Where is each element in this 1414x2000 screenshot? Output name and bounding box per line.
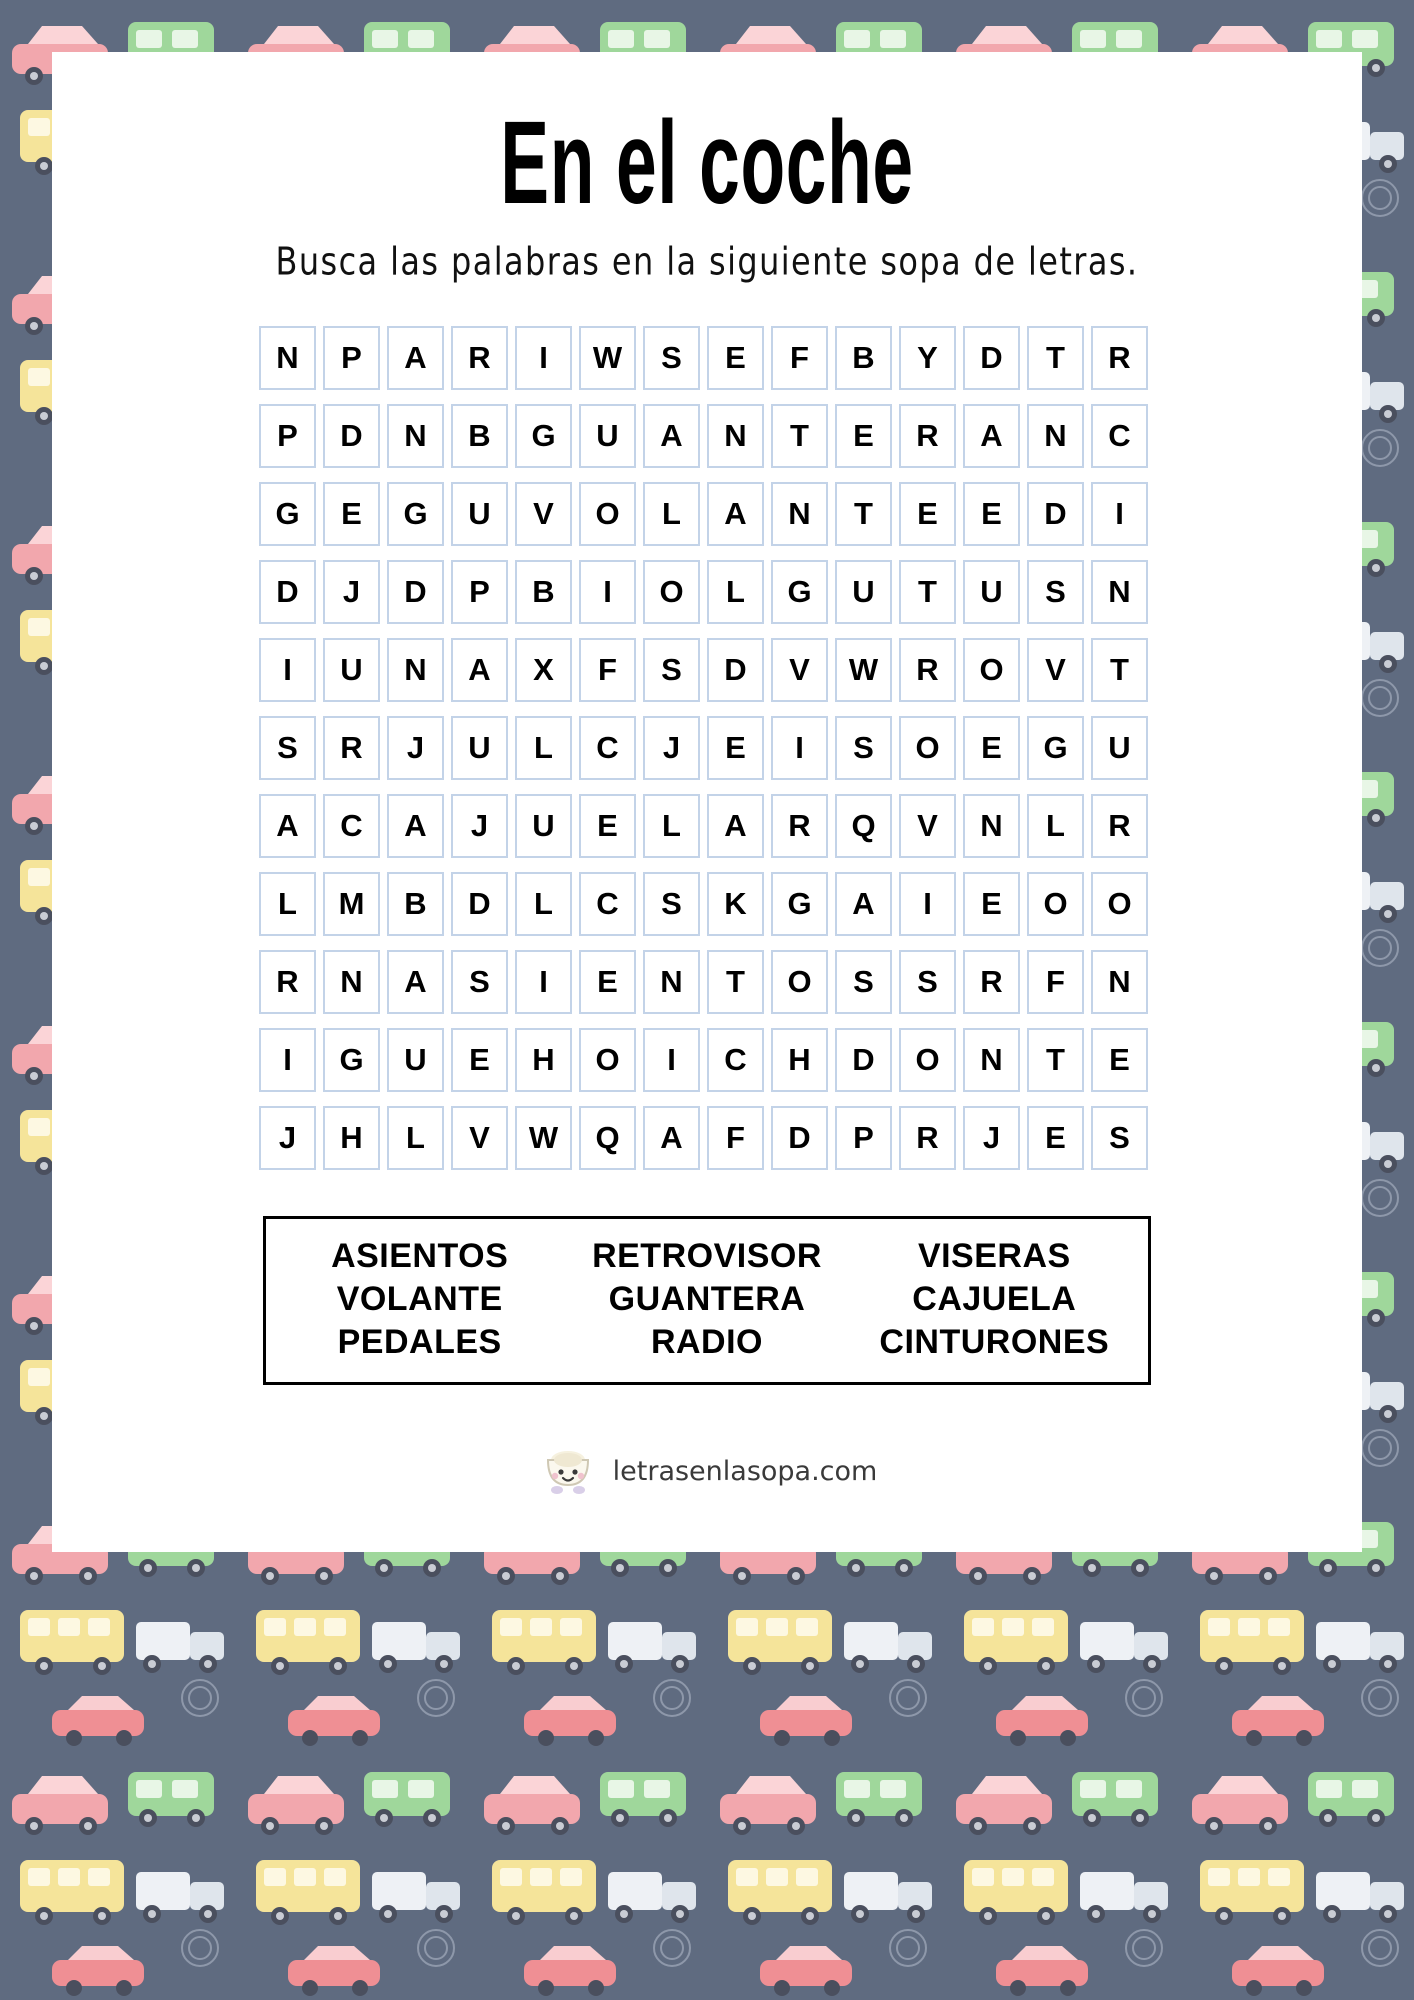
grid-cell[interactable]: O <box>771 950 828 1014</box>
grid-cell[interactable]: D <box>323 404 380 468</box>
grid-cell[interactable]: V <box>771 638 828 702</box>
grid-cell[interactable]: L <box>643 482 700 546</box>
grid-cell[interactable]: R <box>771 794 828 858</box>
grid-cell[interactable]: L <box>259 872 316 936</box>
footer <box>52 1443 1362 1499</box>
grid-cell[interactable]: C <box>1091 404 1148 468</box>
grid-cell[interactable]: R <box>1091 326 1148 390</box>
grid-cell[interactable]: N <box>387 638 444 702</box>
word-list-item[interactable]: ASIENTOS <box>331 1237 509 1275</box>
grid-cell[interactable]: N <box>643 950 700 1014</box>
grid-cell[interactable]: A <box>707 794 764 858</box>
grid-cell[interactable]: H <box>515 1028 572 1092</box>
grid-cell[interactable]: R <box>1091 794 1148 858</box>
grid-cell[interactable]: S <box>1091 1106 1148 1170</box>
grid-cell[interactable]: F <box>771 326 828 390</box>
grid-cell[interactable]: G <box>1027 716 1084 780</box>
grid-cell[interactable]: G <box>515 404 572 468</box>
grid-cell[interactable]: N <box>963 794 1020 858</box>
grid-cell[interactable]: L <box>515 872 572 936</box>
grid-cell[interactable]: F <box>707 1106 764 1170</box>
grid-cell[interactable]: J <box>451 794 508 858</box>
grid-cell[interactable]: U <box>451 716 508 780</box>
grid-cell[interactable]: D <box>963 326 1020 390</box>
grid-cell[interactable]: N <box>1091 950 1148 1014</box>
grid-cell[interactable]: T <box>1027 326 1084 390</box>
grid-cell[interactable]: E <box>1091 1028 1148 1092</box>
grid-cell[interactable]: E <box>451 1028 508 1092</box>
worksheet-sheet <box>52 52 1362 1552</box>
grid-cell[interactable]: G <box>387 482 444 546</box>
grid-cell[interactable]: N <box>323 950 380 1014</box>
word-list-item[interactable]: PEDALES <box>337 1323 502 1361</box>
grid-cell[interactable]: S <box>259 716 316 780</box>
grid-cell[interactable]: U <box>579 404 636 468</box>
grid-cell[interactable]: S <box>835 716 892 780</box>
grid-cell[interactable]: D <box>771 1106 828 1170</box>
grid-cell[interactable]: K <box>707 872 764 936</box>
grid-cell[interactable]: A <box>643 404 700 468</box>
grid-cell[interactable]: N <box>1091 560 1148 624</box>
grid-cell[interactable]: J <box>963 1106 1020 1170</box>
word-search-grid[interactable] <box>259 326 1155 1170</box>
instructions-text: Busca las palabras en la siguiente sopa de letras. <box>275 239 1139 285</box>
grid-cell[interactable]: U <box>963 560 1020 624</box>
grid-cell[interactable]: J <box>259 1106 316 1170</box>
grid-cell[interactable]: T <box>771 404 828 468</box>
grid-cell[interactable]: D <box>451 872 508 936</box>
grid-cell[interactable]: R <box>899 404 956 468</box>
grid-cell[interactable]: L <box>707 560 764 624</box>
grid-cell[interactable]: U <box>515 794 572 858</box>
grid-cell[interactable]: B <box>835 326 892 390</box>
word-list-item[interactable]: CAJUELA <box>912 1280 1077 1318</box>
grid-cell[interactable]: L <box>387 1106 444 1170</box>
grid-cell[interactable]: G <box>771 560 828 624</box>
grid-cell[interactable]: E <box>579 950 636 1014</box>
grid-cell[interactable]: N <box>387 404 444 468</box>
grid-cell[interactable]: R <box>451 326 508 390</box>
grid-cell[interactable]: E <box>707 326 764 390</box>
grid-cell[interactable]: A <box>643 1106 700 1170</box>
grid-cell[interactable]: Q <box>579 1106 636 1170</box>
grid-cell[interactable]: D <box>1027 482 1084 546</box>
grid-cell[interactable]: N <box>259 326 316 390</box>
grid-cell[interactable]: C <box>579 872 636 936</box>
grid-cell[interactable]: Q <box>835 794 892 858</box>
grid-cell[interactable]: E <box>707 716 764 780</box>
grid-cell[interactable]: T <box>899 560 956 624</box>
word-list-item[interactable]: CINTURONES <box>879 1323 1110 1361</box>
grid-cell[interactable]: W <box>579 326 636 390</box>
grid-cell[interactable]: F <box>1027 950 1084 1014</box>
grid-cell[interactable]: Y <box>899 326 956 390</box>
grid-cell[interactable]: I <box>259 1028 316 1092</box>
grid-cell[interactable]: I <box>259 638 316 702</box>
grid-cell[interactable]: P <box>323 326 380 390</box>
word-list-item[interactable]: GUANTERA <box>608 1280 806 1318</box>
grid-cell[interactable]: U <box>1091 716 1148 780</box>
grid-cell[interactable]: I <box>771 716 828 780</box>
grid-cell[interactable]: T <box>707 950 764 1014</box>
grid-cell[interactable]: O <box>899 716 956 780</box>
grid-cell[interactable]: H <box>323 1106 380 1170</box>
grid-cell[interactable]: O <box>579 1028 636 1092</box>
grid-cell[interactable]: U <box>387 1028 444 1092</box>
grid-cell[interactable]: G <box>323 1028 380 1092</box>
word-search-grid-wrapper <box>52 326 1362 1170</box>
grid-cell[interactable]: B <box>451 404 508 468</box>
grid-cell[interactable]: I <box>1091 482 1148 546</box>
page-title: En el coche <box>500 97 914 229</box>
grid-cell[interactable]: A <box>707 482 764 546</box>
word-list-column <box>851 1237 1138 1362</box>
grid-cell[interactable]: S <box>835 950 892 1014</box>
grid-cell[interactable]: L <box>515 716 572 780</box>
grid-cell[interactable]: E <box>579 794 636 858</box>
grid-cell[interactable]: I <box>579 560 636 624</box>
grid-cell[interactable]: L <box>1027 794 1084 858</box>
grid-cell[interactable]: A <box>387 950 444 1014</box>
grid-cell[interactable]: E <box>963 716 1020 780</box>
grid-cell[interactable]: D <box>707 638 764 702</box>
grid-cell[interactable]: T <box>835 482 892 546</box>
grid-cell[interactable]: V <box>515 482 572 546</box>
grid-cell[interactable]: V <box>899 794 956 858</box>
grid-cell[interactable]: J <box>643 716 700 780</box>
word-list-column <box>563 1237 850 1362</box>
grid-cell[interactable]: P <box>835 1106 892 1170</box>
grid-cell[interactable]: R <box>899 638 956 702</box>
grid-cell[interactable]: O <box>579 482 636 546</box>
grid-cell[interactable]: U <box>835 560 892 624</box>
grid-cell[interactable]: U <box>451 482 508 546</box>
grid-cell[interactable]: G <box>259 482 316 546</box>
grid-cell[interactable]: E <box>835 404 892 468</box>
grid-cell[interactable]: V <box>1027 638 1084 702</box>
grid-cell[interactable]: N <box>1027 404 1084 468</box>
grid-cell[interactable]: B <box>387 872 444 936</box>
grid-cell[interactable]: N <box>963 1028 1020 1092</box>
word-list-item[interactable]: RADIO <box>650 1323 764 1361</box>
grid-cell[interactable]: L <box>643 794 700 858</box>
grid-cell[interactable]: B <box>515 560 572 624</box>
word-list-box <box>263 1216 1151 1385</box>
grid-cell[interactable]: R <box>259 950 316 1014</box>
grid-cell[interactable]: C <box>707 1028 764 1092</box>
grid-cell[interactable]: R <box>963 950 1020 1014</box>
grid-cell[interactable]: D <box>835 1028 892 1092</box>
grid-cell[interactable]: U <box>323 638 380 702</box>
grid-cell[interactable]: A <box>259 794 316 858</box>
grid-cell[interactable]: A <box>387 326 444 390</box>
grid-cell[interactable]: O <box>643 560 700 624</box>
word-list-item[interactable]: RETROVISOR <box>592 1237 822 1275</box>
grid-cell[interactable]: C <box>323 794 380 858</box>
grid-cell[interactable]: A <box>451 638 508 702</box>
footer-site-label: letrasenlasopa.com <box>612 1455 878 1487</box>
grid-cell[interactable]: W <box>835 638 892 702</box>
grid-cell[interactable]: I <box>515 950 572 1014</box>
grid-cell[interactable]: E <box>1027 1106 1084 1170</box>
grid-cell[interactable]: N <box>707 404 764 468</box>
grid-cell[interactable]: T <box>1091 638 1148 702</box>
grid-cell[interactable]: E <box>963 872 1020 936</box>
grid-cell[interactable]: E <box>899 482 956 546</box>
grid-cell[interactable]: E <box>963 482 1020 546</box>
grid-cell[interactable]: C <box>579 716 636 780</box>
grid-cell[interactable]: A <box>835 872 892 936</box>
grid-cell[interactable]: J <box>323 560 380 624</box>
grid-cell[interactable]: S <box>1027 560 1084 624</box>
grid-cell[interactable]: E <box>323 482 380 546</box>
grid-cell[interactable]: A <box>963 404 1020 468</box>
grid-cell[interactable]: T <box>1027 1028 1084 1092</box>
grid-cell[interactable]: P <box>451 560 508 624</box>
grid-cell[interactable]: S <box>899 950 956 1014</box>
grid-cell[interactable]: P <box>259 404 316 468</box>
grid-cell[interactable]: I <box>643 1028 700 1092</box>
grid-cell[interactable]: S <box>643 638 700 702</box>
grid-cell[interactable]: V <box>451 1106 508 1170</box>
grid-cell[interactable]: W <box>515 1106 572 1170</box>
grid-cell[interactable]: A <box>387 794 444 858</box>
word-list-column <box>276 1237 563 1362</box>
word-list-item[interactable]: VISERAS <box>917 1237 1071 1275</box>
grid-cell[interactable]: R <box>323 716 380 780</box>
grid-cell[interactable]: R <box>899 1106 956 1170</box>
grid-cell[interactable]: F <box>579 638 636 702</box>
grid-cell[interactable]: H <box>771 1028 828 1092</box>
grid-cell[interactable]: O <box>1027 872 1084 936</box>
grid-cell[interactable]: G <box>771 872 828 936</box>
word-list-item[interactable]: VOLANTE <box>336 1280 503 1318</box>
grid-cell[interactable]: D <box>259 560 316 624</box>
grid-cell[interactable]: S <box>643 872 700 936</box>
grid-cell[interactable]: N <box>771 482 828 546</box>
soup-bowl-mascot-icon <box>537 1443 599 1499</box>
grid-cell[interactable]: X <box>515 638 572 702</box>
grid-cell[interactable]: S <box>451 950 508 1014</box>
grid-cell[interactable]: O <box>963 638 1020 702</box>
grid-cell[interactable]: I <box>515 326 572 390</box>
grid-cell[interactable]: I <box>899 872 956 936</box>
grid-cell[interactable]: D <box>387 560 444 624</box>
grid-cell[interactable]: S <box>643 326 700 390</box>
grid-cell[interactable]: O <box>1091 872 1148 936</box>
grid-cell[interactable]: M <box>323 872 380 936</box>
grid-cell[interactable]: J <box>387 716 444 780</box>
grid-cell[interactable]: O <box>899 1028 956 1092</box>
